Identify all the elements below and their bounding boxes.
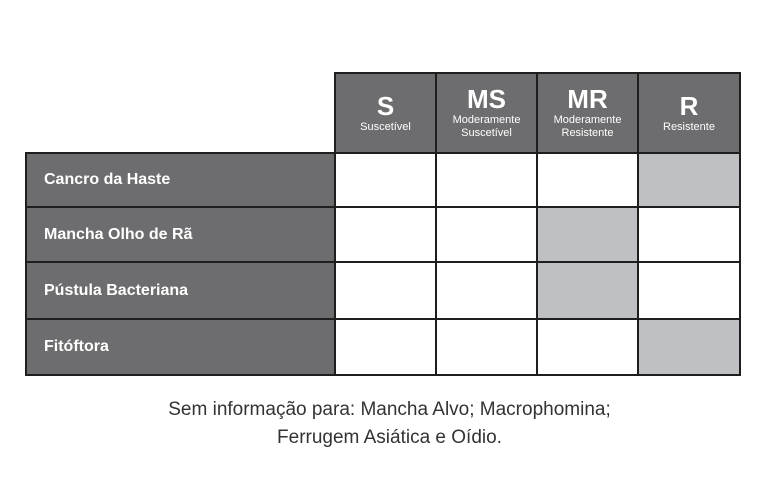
column-header-s [334,72,437,154]
column-code: S [376,90,395,121]
column-code: R [679,90,699,121]
table-cell [536,318,639,376]
table-cell [334,152,437,208]
note-line-1: Sem informação para: Mancha Alvo; Macrophomina; [168,399,611,420]
table-cell [536,152,639,208]
column-header-ms [435,72,538,154]
column-code: MS [467,84,506,114]
row-label-pustula-bacteriana: Pústula Bacteriana [25,261,336,320]
resistance-table [25,72,741,376]
note-line-2: Ferrugem Asiática e Oídio. [277,427,502,448]
table-cell [637,261,741,320]
table-cell [334,318,437,376]
row-label-fitoftora: Fitóftora [25,318,336,376]
table-cell [435,318,538,376]
column-desc: Resistente [663,120,715,133]
row-label-cancro-da-haste: Cancro da Haste [25,152,336,208]
table-cell [435,152,538,208]
table-cell [637,206,741,263]
table-cell [435,261,538,320]
row-label-mancha-olho-de-ra: Mancha Olho de Rã [25,206,336,263]
column-desc: Moderamente Suscetível [452,114,521,139]
column-header-r [637,72,741,154]
column-code: MR [567,84,608,114]
table-cell-marked [637,152,741,208]
table-cell-marked [536,206,639,263]
table-cell [334,206,437,263]
missing-info-note [0,396,779,452]
column-desc: Suscetível [360,120,411,133]
column-header-mr [536,72,639,154]
table-cell-marked [536,261,639,320]
table-cell-marked [637,318,741,376]
column-desc: Moderamente Resistente [553,114,622,139]
table-cell [334,261,437,320]
table-cell [435,206,538,263]
